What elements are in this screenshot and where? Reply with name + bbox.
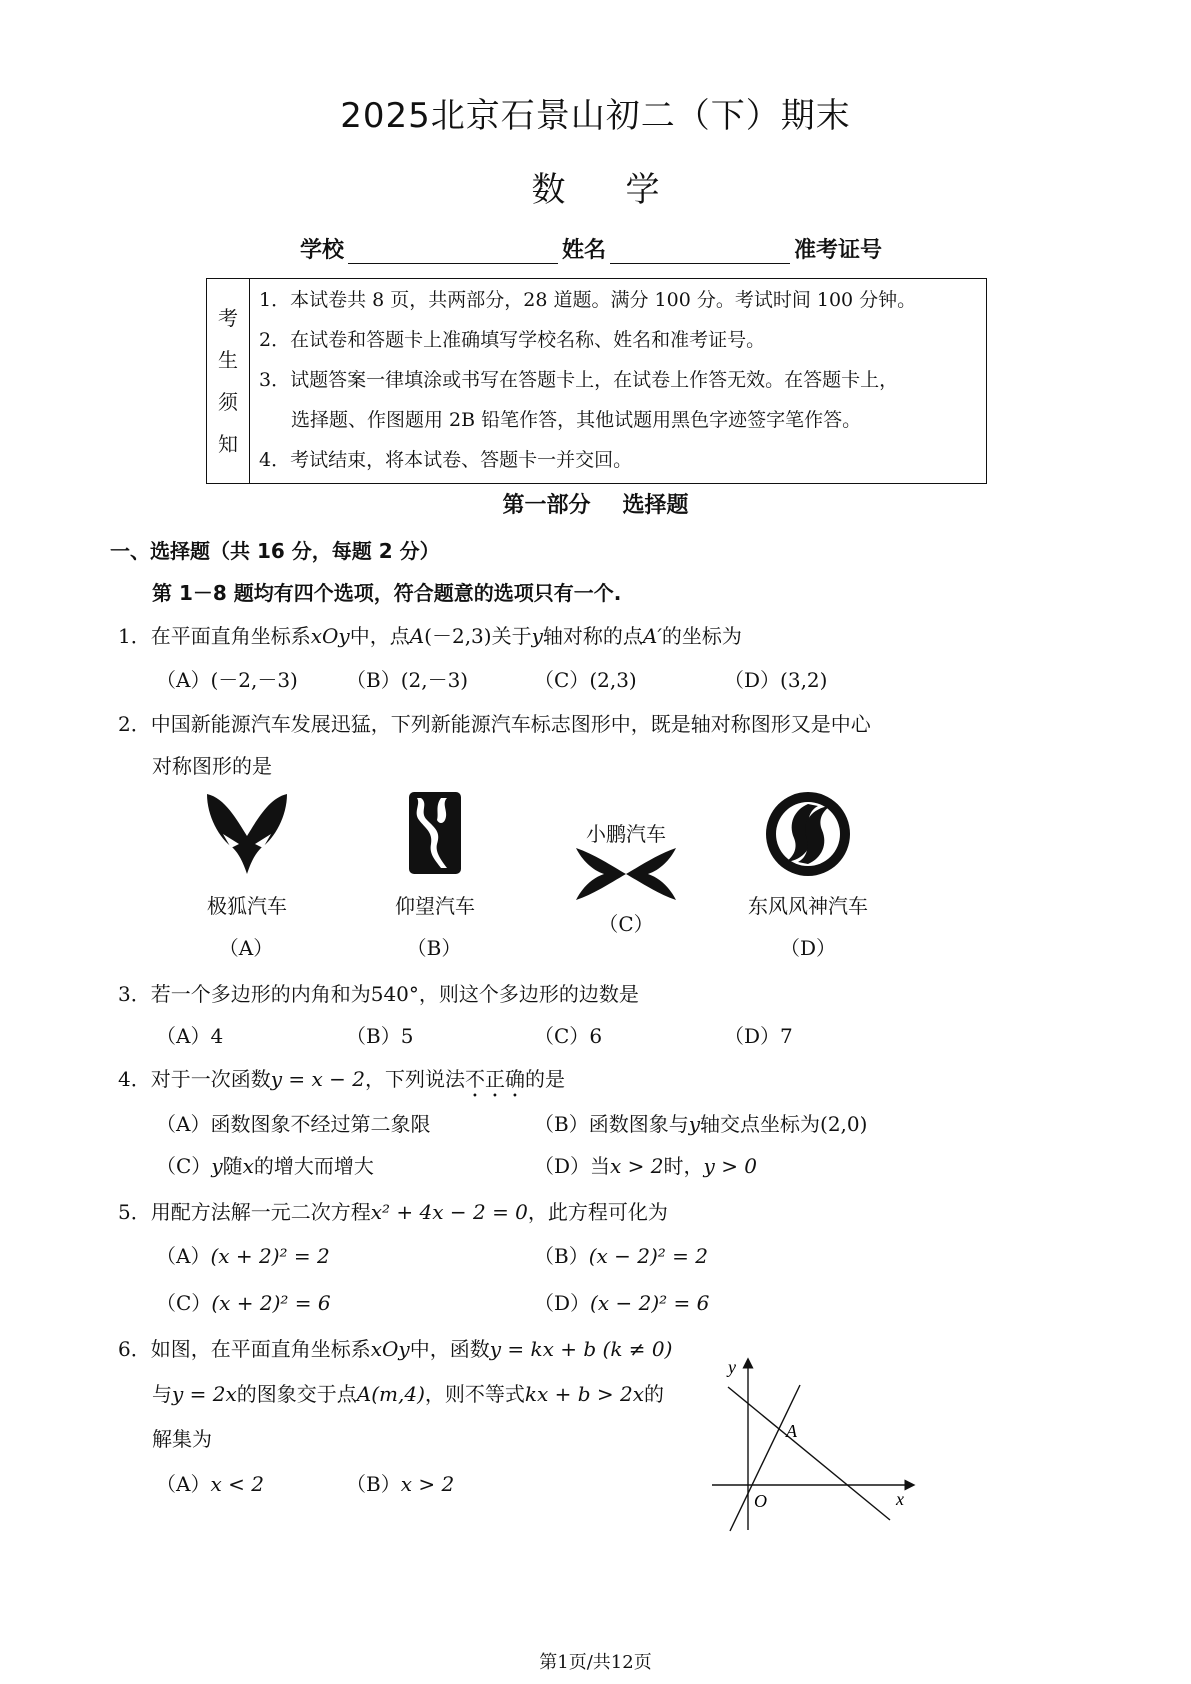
q-text: ，则不等式 [424,1382,525,1406]
option-value: 6 [589,1024,603,1048]
notice-box [206,278,987,484]
q4-option-d [534,1150,757,1179]
option-value: x < 2 [210,1472,264,1496]
q-text: ，下列说法 [364,1067,465,1091]
q-text: 与 [152,1382,172,1406]
q-math: A′ [642,624,662,648]
q-math: kx + b > 2x [524,1382,645,1406]
q-math: y = 2x [172,1382,237,1406]
q3-option-c [534,1020,602,1049]
question-6-line2 [152,1378,664,1407]
q-text: 若一个多边形的内角和为 [150,982,371,1006]
option-value: (x − 2)² = 2 [588,1244,708,1268]
logo-caption-c: 小鹏汽车 [586,822,666,846]
q-text: 的坐标为 [661,624,742,648]
q3-option-a [156,1020,223,1049]
option-value: x > 2 [400,1472,455,1496]
q-text: 在平面直角坐标系 [150,624,311,648]
page-title: 2025北京石景山初二（下）期末 [340,96,851,136]
q1-option-c [534,664,637,693]
q6-option-a [156,1468,264,1497]
q-math: A [409,624,425,648]
option-label: （C） [156,1154,212,1178]
option-label: （A） [156,668,211,692]
q1-option-d [724,664,827,693]
name-label: 姓名 [562,238,607,263]
q4-option-b [534,1108,867,1137]
option-value: (x + 2)² = 6 [211,1291,331,1315]
option-label: （D） [724,1024,781,1048]
school-blank [348,241,558,264]
option-value: 时， [663,1154,704,1178]
option-label: （B） [534,1112,589,1136]
q-math: (k ≠ 0) [602,1337,673,1361]
graph-origin-label: O [754,1491,767,1511]
q-text: 中国新能源汽车发展迅猛，下列新能源汽车标志图形中，既是轴对称图形又是中心 [150,712,871,736]
option-value: 4 [210,1024,224,1048]
notice-side-char: 考 [218,306,238,330]
q-text: 对于一次函数 [150,1067,271,1091]
q5-option-b [534,1240,708,1269]
q4-option-c [156,1150,374,1179]
q-text: 的图象交于点 [236,1382,357,1406]
notice-line: 1．本试卷共 8 页，共两部分，28 道题。满分 100 分。考试时间 100 分钟。 [259,289,917,311]
section-heading: 一、选择题（共 16 分，每题 2 分） [110,539,440,563]
question-number: 3． [118,982,151,1006]
graph-x-label: x [896,1489,904,1509]
option-value: 函数图象与 [588,1112,689,1136]
question-number: 6． [118,1337,151,1361]
q-text: 关于 [491,624,532,648]
option-label: （D） [534,1154,591,1178]
question-2-line2: 对称图形的是 [152,754,272,778]
q-text: 中，点 [349,624,410,648]
option-label: （B） [346,1024,401,1048]
option-value: (3,2) [780,668,828,692]
q-math: xOy [370,1337,410,1361]
q6-graph [700,1355,920,1535]
question-number: 2． [118,712,151,736]
subject-title: 数学 [531,170,720,210]
logo-caption-b: 仰望汽车 [395,894,475,918]
option-value: 5 [400,1024,414,1048]
notice-side-label [207,279,250,483]
logo-label-b: （B） [406,936,462,960]
option-label: （B） [346,668,401,692]
logo-caption-d: 东风风神汽车 [748,894,868,918]
exam-id-label: 准考证号 [794,238,883,263]
q-math: y = x − 2 [270,1067,365,1091]
q-math: xOy [310,624,350,648]
option-label: （D） [724,668,781,692]
question-4 [118,1063,565,1102]
option-label: （D） [534,1291,591,1315]
q-math: y [531,624,543,648]
option-label: （C） [534,1024,590,1048]
q-math: y = kx + b [489,1337,597,1361]
option-value: (x − 2)² = 6 [590,1291,710,1315]
notice-line: 选择题、作图题用 2B 铅笔作答，其他试题用黑色字迹签字笔作答。 [291,409,862,431]
line-kx-b [728,1387,890,1520]
section-instruction: 第 1－8 题均有四个选项，符合题意的选项只有一个. [152,581,622,605]
option-label: （C） [534,668,590,692]
notice-side-char: 生 [218,348,238,372]
question-5 [118,1196,668,1225]
option-value: 轴交点坐标为 [700,1112,821,1136]
option-value: (2,－3) [400,668,469,692]
page-footer: 第1页/共12页 [539,1652,652,1673]
q-math: x² + 4x − 2 = 0 [370,1200,528,1224]
question-number: 1． [118,624,151,648]
notice-line: 3．试题答案一律填涂或书写在答题卡上，在试卷上作答无效。在答题卡上， [259,369,899,391]
option-value: 随 [222,1154,243,1178]
question-number: 4． [118,1067,151,1091]
yangwang-logo-icon [407,790,463,876]
option-label: （C） [156,1291,212,1315]
q-math: (－2,3) [424,624,492,648]
q3-option-d [724,1020,793,1049]
option-value: 当 [590,1154,611,1178]
q6-option-b [346,1468,454,1497]
part-name: 第一部分 [502,493,591,518]
option-math: x > 2 [610,1154,664,1178]
option-label: （A） [156,1244,211,1268]
notice-line: 4．考试结束，将本试卷、答题卡一并交回。 [259,449,633,471]
q1-option-b [346,664,468,693]
q-text: ，则这个多边形的边数是 [418,982,639,1006]
question-6 [118,1333,672,1362]
xpeng-logo-icon [574,846,678,902]
option-label: （A） [156,1472,211,1496]
q-text: 中，函数 [409,1337,490,1361]
question-6-line3: 解集为 [152,1427,212,1451]
question-3 [118,978,639,1007]
logo-caption-a: 极狐汽车 [207,894,287,918]
question-1 [118,620,742,649]
student-info-line [300,233,882,264]
q1-option-a [156,664,298,693]
option-math: y > 0 [703,1154,758,1178]
logo-label-d: （D） [779,936,837,960]
option-label: （B） [346,1472,401,1496]
dongfeng-logo-icon [764,790,852,878]
q-math: 540° [370,982,419,1006]
q3-option-b [346,1020,413,1049]
school-label: 学校 [300,238,345,263]
option-value: (2,3) [589,668,637,692]
notice-line: 2．在试卷和答题卡上准确填写学校名称、姓名和准考证号。 [259,329,766,351]
option-value: 7 [780,1024,793,1048]
notice-side-char: 须 [218,390,238,414]
option-value: (－2,－3) [210,668,298,692]
q5-option-d [534,1287,709,1316]
graph-y-label: y [728,1357,736,1377]
option-math: (2,0) [820,1112,868,1136]
fox-logo-icon [203,788,291,876]
option-label: （A） [156,1112,211,1136]
logo-label-a: （A） [218,936,274,960]
q-text: ，此方程可化为 [527,1200,668,1224]
option-value: (x + 2)² = 2 [210,1244,330,1268]
name-blank [610,241,790,264]
question-number: 5． [118,1200,151,1224]
option-value: 的增大而增大 [253,1154,374,1178]
q5-option-a [156,1240,330,1269]
q-text: 轴对称的点 [542,624,643,648]
notice-side-char: 知 [218,432,238,456]
logo-label-c: （C） [598,912,654,936]
q-text: 的是 [524,1067,565,1091]
q5-option-c [156,1287,331,1316]
q-text: 的 [644,1382,665,1406]
q4-option-a [156,1108,430,1137]
q-math: A(m,4) [356,1382,425,1406]
q-text: 用配方法解一元二次方程 [150,1200,371,1224]
option-value: 函数图象不经过第二象限 [210,1112,431,1136]
option-math: y [688,1112,701,1136]
option-label: （B） [534,1244,589,1268]
part-heading [0,488,1191,519]
option-math: x [242,1154,254,1178]
part-title: 选择题 [622,493,689,518]
graph-point-label: A [786,1421,797,1441]
option-math: y [211,1154,223,1178]
q-emphasis: 不正确 [464,1067,525,1091]
option-label: （A） [156,1024,211,1048]
question-2 [118,708,871,737]
q-text: 如图，在平面直角坐标系 [150,1337,371,1361]
